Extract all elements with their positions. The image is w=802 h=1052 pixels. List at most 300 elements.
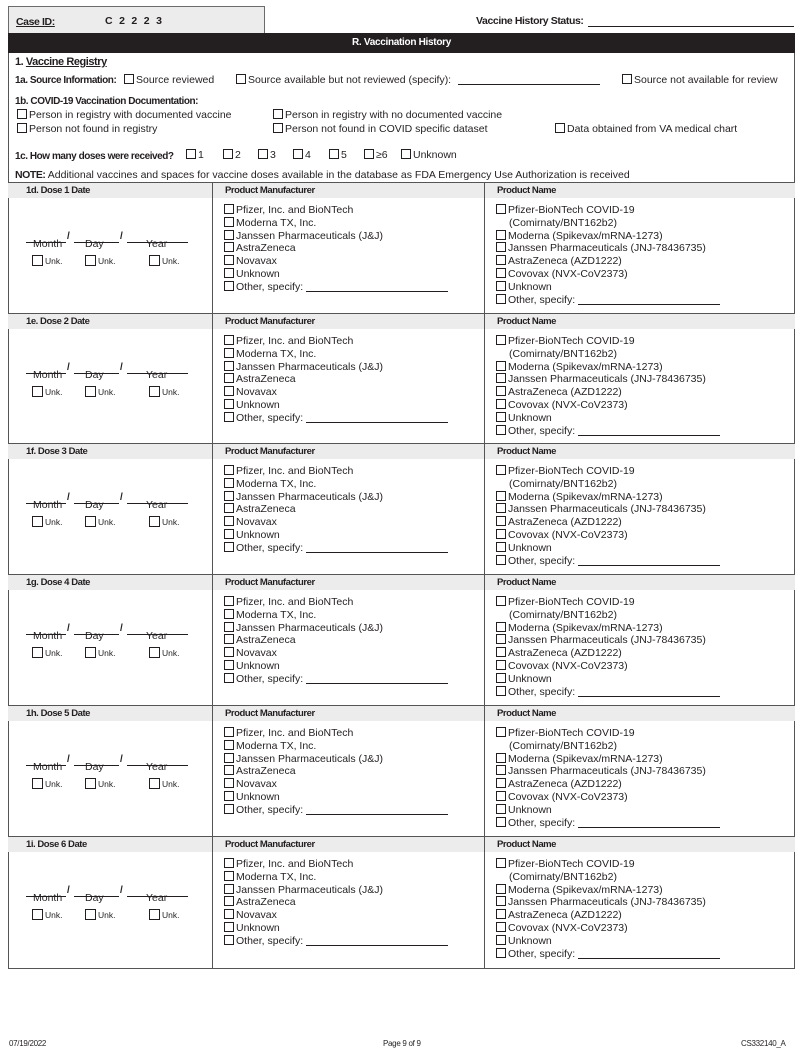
product-option[interactable]: Covovax (NVX-CoV2373)	[496, 791, 720, 804]
product-checkbox[interactable]	[496, 491, 506, 501]
product-other-field[interactable]	[578, 696, 720, 697]
month-label: Month	[33, 630, 63, 642]
product-checkbox[interactable]	[496, 529, 506, 539]
product-checkbox[interactable]	[496, 242, 506, 252]
doses-3-checkbox[interactable]	[258, 149, 268, 159]
product-option-continuation: (Comirnaty/BNT162b2)	[509, 347, 617, 360]
product-option[interactable]: Janssen Pharmaceuticals (JNJ-78436735)	[496, 242, 720, 255]
product-checkbox[interactable]	[496, 778, 506, 788]
manufacturer-option[interactable]: Pfizer, Inc. and BioNTech	[224, 727, 448, 740]
manufacturer-checkbox[interactable]	[224, 596, 234, 606]
year-unknown-option[interactable]: Unk.	[149, 778, 179, 789]
manufacturer-option[interactable]: Other, specify:	[224, 804, 448, 817]
product-option[interactable]: Janssen Pharmaceuticals (JNJ-78436735)	[496, 765, 720, 778]
product-option[interactable]: Unknown	[496, 412, 720, 425]
manufacturer-checkbox[interactable]	[224, 268, 234, 278]
manufacturer-option[interactable]: Unknown	[224, 660, 448, 673]
manufacturer-checkbox[interactable]	[224, 727, 234, 737]
manufacturer-option[interactable]: Other, specify:	[224, 412, 448, 425]
doses-option-2[interactable]: 2	[223, 149, 241, 161]
manufacturer-checkbox[interactable]	[224, 765, 234, 775]
product-checkbox[interactable]	[496, 727, 506, 737]
product-checkbox[interactable]	[496, 935, 506, 945]
manufacturer-option[interactable]: Novavax	[224, 255, 448, 268]
month-unknown-checkbox[interactable]	[32, 516, 43, 527]
product-checkbox[interactable]	[496, 465, 506, 475]
source-available-checkbox[interactable]	[236, 74, 246, 84]
product-checkbox[interactable]	[496, 412, 506, 422]
manufacturer-option[interactable]: Novavax	[224, 516, 448, 529]
column-divider	[484, 837, 485, 969]
dose-row	[8, 705, 795, 836]
product-checkbox[interactable]	[496, 281, 506, 291]
product-checkbox[interactable]	[496, 542, 506, 552]
product-option-continuation: (Comirnaty/BNT162b2)	[509, 477, 617, 490]
product-checkbox[interactable]	[496, 948, 506, 958]
doc-registry-no-vaccine-checkbox[interactable]	[273, 109, 283, 119]
product-option[interactable]: AstraZeneca (AZD1222)	[496, 778, 720, 791]
product-checkbox[interactable]	[496, 660, 506, 670]
manufacturer-checkbox[interactable]	[224, 753, 234, 763]
manufacturer-checkbox[interactable]	[224, 361, 234, 371]
product-option[interactable]: Janssen Pharmaceuticals (JNJ-78436735)	[496, 503, 720, 516]
product-option[interactable]: Unknown	[496, 542, 720, 555]
product-option[interactable]: Covovax (NVX-CoV2373)	[496, 529, 720, 542]
month-unknown-checkbox[interactable]	[32, 647, 43, 658]
manufacturer-option[interactable]: AstraZeneca	[224, 242, 448, 255]
product-checkbox[interactable]	[496, 622, 506, 632]
manufacturer-checkbox[interactable]	[224, 909, 234, 919]
date-separator: /	[67, 885, 70, 896]
product-option[interactable]: Moderna (Spikevax/mRNA-1273)	[496, 361, 720, 374]
year-unknown-option[interactable]: Unk.	[149, 255, 179, 266]
product-other-field[interactable]	[578, 435, 720, 436]
manufacturer-option[interactable]: Janssen Pharmaceuticals (J&J)	[224, 622, 448, 635]
registry-note	[15, 169, 630, 181]
manufacturer-option[interactable]: AstraZeneca	[224, 373, 448, 386]
year-unknown-checkbox[interactable]	[149, 778, 160, 789]
day-label: Day	[85, 630, 104, 642]
doses-option-3[interactable]: 3	[258, 149, 276, 161]
product-option[interactable]: Covovax (NVX-CoV2373)	[496, 268, 720, 281]
manufacturer-checkbox[interactable]	[224, 884, 234, 894]
case-id-value[interactable]: C2223	[105, 15, 169, 27]
manufacturer-checkbox[interactable]	[224, 622, 234, 632]
day-label: Day	[85, 499, 104, 511]
day-label: Day	[85, 761, 104, 773]
column-divider	[484, 575, 485, 706]
manufacturer-option[interactable]: Other, specify:	[224, 673, 448, 686]
manufacturer-option[interactable]: Moderna TX, Inc.	[224, 609, 448, 622]
date-separator: /	[120, 885, 123, 896]
column-divider	[212, 575, 213, 706]
manufacturer-other-field[interactable]	[306, 422, 448, 423]
manufacturer-header: Product Manufacturer	[225, 316, 315, 327]
manufacturer-checkbox[interactable]	[224, 242, 234, 252]
product-option-continuation: (Comirnaty/BNT162b2)	[509, 870, 617, 883]
manufacturer-checkbox[interactable]	[224, 373, 234, 383]
day-unknown-option[interactable]: Unk.	[85, 386, 115, 397]
doses-4-checkbox[interactable]	[293, 149, 303, 159]
product-option[interactable]: Pfizer-BioNTech COVID-19	[496, 858, 720, 871]
manufacturer-checkbox[interactable]	[224, 516, 234, 526]
manufacturer-checkbox[interactable]	[224, 412, 234, 422]
manufacturer-option[interactable]: Moderna TX, Inc.	[224, 217, 448, 230]
product-option[interactable]: AstraZeneca (AZD1222)	[496, 647, 720, 660]
doc-va-medical-chart-checkbox[interactable]	[555, 123, 565, 133]
manufacturer-checkbox[interactable]	[224, 858, 234, 868]
manufacturer-checkbox[interactable]	[224, 673, 234, 683]
year-unknown-checkbox[interactable]	[149, 647, 160, 658]
manufacturer-header: Product Manufacturer	[225, 577, 315, 588]
month-unknown-option[interactable]: Unk.	[32, 778, 62, 789]
manufacturer-option[interactable]: Unknown	[224, 399, 448, 412]
month-unknown-checkbox[interactable]	[32, 255, 43, 266]
product-option-continuation: (Comirnaty/BNT162b2)	[509, 739, 617, 752]
doses-option-4[interactable]: 4	[293, 149, 311, 161]
product-checkbox[interactable]	[496, 503, 506, 513]
manufacturer-checkbox[interactable]	[224, 255, 234, 265]
month-unknown-checkbox[interactable]	[32, 909, 43, 920]
manufacturer-list	[224, 335, 448, 425]
product-option[interactable]: Pfizer-BioNTech COVID-19	[496, 727, 720, 740]
product-checkbox[interactable]	[496, 896, 506, 906]
product-option[interactable]: Other, specify:	[496, 294, 720, 307]
year-unknown-checkbox[interactable]	[149, 909, 160, 920]
product-option[interactable]: Other, specify:	[496, 686, 720, 699]
product-option[interactable]: Other, specify:	[496, 555, 720, 568]
case-id-box	[8, 6, 265, 34]
product-checkbox[interactable]	[496, 255, 506, 265]
product-option[interactable]: Other, specify:	[496, 425, 720, 438]
year-unknown-checkbox[interactable]	[149, 255, 160, 266]
manufacturer-option[interactable]: Unknown	[224, 268, 448, 281]
product-option[interactable]: Pfizer-BioNTech COVID-19	[496, 596, 720, 609]
month-unknown-option[interactable]: Unk.	[32, 255, 62, 266]
product-checkbox[interactable]	[496, 425, 506, 435]
month-unknown-checkbox[interactable]	[32, 778, 43, 789]
product-other-field[interactable]	[578, 827, 720, 828]
product-checkbox[interactable]	[496, 294, 506, 304]
doses-option-5[interactable]: 5	[329, 149, 347, 161]
manufacturer-option[interactable]: Janssen Pharmaceuticals (J&J)	[224, 230, 448, 243]
manufacturer-option[interactable]: Janssen Pharmaceuticals (J&J)	[224, 361, 448, 374]
doc-not-in-registry-checkbox[interactable]	[17, 123, 27, 133]
product-checkbox[interactable]	[496, 753, 506, 763]
manufacturer-checkbox[interactable]	[224, 503, 234, 513]
manufacturer-option[interactable]: Novavax	[224, 386, 448, 399]
year-unknown-option[interactable]: Unk.	[149, 386, 179, 397]
date-separator: /	[67, 754, 70, 765]
dose-date-label: 1h. Dose 5 Date	[26, 708, 90, 719]
manufacturer-checkbox[interactable]	[224, 348, 234, 358]
product-option[interactable]: AstraZeneca (AZD1222)	[496, 255, 720, 268]
manufacturer-option[interactable]: AstraZeneca	[224, 765, 448, 778]
product-checkbox[interactable]	[496, 516, 506, 526]
product-checkbox[interactable]	[496, 673, 506, 683]
manufacturer-checkbox[interactable]	[224, 335, 234, 345]
product-option[interactable]: Janssen Pharmaceuticals (JNJ-78436735)	[496, 634, 720, 647]
product-checkbox[interactable]	[496, 361, 506, 371]
column-divider	[212, 183, 213, 314]
day-label: Day	[85, 369, 104, 381]
source-reviewed-option[interactable]: Source reviewed	[124, 74, 214, 86]
manufacturer-checkbox[interactable]	[224, 230, 234, 240]
day-unknown-option[interactable]: Unk.	[85, 516, 115, 527]
doses-5-checkbox[interactable]	[329, 149, 339, 159]
product-checkbox[interactable]	[496, 817, 506, 827]
manufacturer-option[interactable]: Novavax	[224, 647, 448, 660]
manufacturer-other-field[interactable]	[306, 552, 448, 553]
year-unknown-checkbox[interactable]	[149, 516, 160, 527]
product-name-list	[496, 858, 720, 960]
manufacturer-option[interactable]: Other, specify:	[224, 542, 448, 555]
day-unknown-option[interactable]: Unk.	[85, 778, 115, 789]
manufacturer-checkbox[interactable]	[224, 778, 234, 788]
day-unknown-checkbox[interactable]	[85, 778, 96, 789]
product-option[interactable]: Unknown	[496, 673, 720, 686]
doc-registry-documented-checkbox[interactable]	[17, 109, 27, 119]
manufacturer-option[interactable]: Moderna TX, Inc.	[224, 871, 448, 884]
doc-not-in-covid-dataset-checkbox[interactable]	[273, 123, 283, 133]
doses-option-1[interactable]: 1	[186, 149, 204, 161]
manufacturer-list	[224, 204, 448, 294]
dose-date-label: 1e. Dose 2 Date	[26, 316, 90, 327]
product-checkbox[interactable]	[496, 922, 506, 932]
manufacturer-option[interactable]: Other, specify:	[224, 281, 448, 294]
product-option-continuation: (Comirnaty/BNT162b2)	[509, 216, 617, 229]
product-option[interactable]: Moderna (Spikevax/mRNA-1273)	[496, 622, 720, 635]
product-checkbox[interactable]	[496, 596, 506, 606]
product-option[interactable]: Covovax (NVX-CoV2373)	[496, 922, 720, 935]
day-label: Day	[85, 892, 104, 904]
product-option[interactable]: AstraZeneca (AZD1222)	[496, 516, 720, 529]
month-unknown-option[interactable]: Unk.	[32, 516, 62, 527]
manufacturer-checkbox[interactable]	[224, 465, 234, 475]
product-option[interactable]: Unknown	[496, 804, 720, 817]
manufacturer-checkbox[interactable]	[224, 871, 234, 881]
manufacturer-option[interactable]: Pfizer, Inc. and BioNTech	[224, 335, 448, 348]
section-title: R. Vaccination History	[8, 33, 795, 53]
manufacturer-other-field[interactable]	[306, 291, 448, 292]
manufacturer-option[interactable]: AstraZeneca	[224, 634, 448, 647]
source-available-option[interactable]: Source available but not reviewed (specify):	[236, 74, 600, 86]
product-option[interactable]: Moderna (Spikevax/mRNA-1273)	[496, 753, 720, 766]
product-name-list	[496, 335, 720, 437]
doses-unknown-checkbox[interactable]	[401, 149, 411, 159]
source-not-available-option[interactable]: Source not available for review	[622, 74, 778, 86]
product-option[interactable]: Janssen Pharmaceuticals (JNJ-78436735)	[496, 373, 720, 386]
manufacturer-option[interactable]: Other, specify:	[224, 935, 448, 948]
month-unknown-option[interactable]: Unk.	[32, 386, 62, 397]
day-unknown-option[interactable]: Unk.	[85, 647, 115, 658]
manufacturer-checkbox[interactable]	[224, 647, 234, 657]
product-option[interactable]: Pfizer-BioNTech COVID-19	[496, 465, 720, 478]
doses-option-unknown[interactable]: Unknown	[401, 149, 457, 161]
product-checkbox[interactable]	[496, 791, 506, 801]
manufacturer-option[interactable]: Pfizer, Inc. and BioNTech	[224, 596, 448, 609]
dose-row-header	[8, 314, 795, 329]
manufacturer-header: Product Manufacturer	[225, 446, 315, 457]
day-unknown-checkbox[interactable]	[85, 909, 96, 920]
product-option[interactable]: Unknown	[496, 935, 720, 948]
manufacturer-checkbox[interactable]	[224, 804, 234, 814]
year-unknown-option[interactable]: Unk.	[149, 909, 179, 920]
doc-option-registry-documented[interactable]: Person in registry with documented vaccine	[17, 109, 232, 121]
manufacturer-checkbox[interactable]	[224, 491, 234, 501]
product-option[interactable]: Moderna (Spikevax/mRNA-1273)	[496, 230, 720, 243]
doses-2-checkbox[interactable]	[223, 149, 233, 159]
manufacturer-option[interactable]: Janssen Pharmaceuticals (J&J)	[224, 753, 448, 766]
product-name-list	[496, 727, 720, 829]
product-other-field[interactable]	[578, 565, 720, 566]
doses-1-checkbox[interactable]	[186, 149, 196, 159]
product-checkbox[interactable]	[496, 555, 506, 565]
manufacturer-checkbox[interactable]	[224, 634, 234, 644]
year-unknown-checkbox[interactable]	[149, 386, 160, 397]
manufacturer-option[interactable]: Novavax	[224, 909, 448, 922]
doses-6-plus-checkbox[interactable]	[364, 149, 374, 159]
product-checkbox[interactable]	[496, 765, 506, 775]
manufacturer-checkbox[interactable]	[224, 609, 234, 619]
product-checkbox[interactable]	[496, 686, 506, 696]
manufacturer-option[interactable]: Unknown	[224, 791, 448, 804]
manufacturer-option[interactable]: Pfizer, Inc. and BioNTech	[224, 858, 448, 871]
registry-title-text: Vaccine Registry	[25, 56, 107, 68]
manufacturer-checkbox[interactable]	[224, 478, 234, 488]
manufacturer-other-field[interactable]	[306, 683, 448, 684]
source-reviewed-checkbox[interactable]	[124, 74, 134, 84]
dose-date-label: 1f. Dose 3 Date	[26, 446, 88, 457]
manufacturer-option[interactable]: Pfizer, Inc. and BioNTech	[224, 465, 448, 478]
column-divider	[212, 706, 213, 837]
month-unknown-option[interactable]: Unk.	[32, 647, 62, 658]
registry-title-number: 1.	[15, 56, 24, 68]
day-unknown-option[interactable]: Unk.	[85, 255, 115, 266]
year-unknown-option[interactable]: Unk.	[149, 516, 179, 527]
product-checkbox[interactable]	[496, 858, 506, 868]
manufacturer-checkbox[interactable]	[224, 922, 234, 932]
product-option[interactable]: Covovax (NVX-CoV2373)	[496, 399, 720, 412]
manufacturer-checkbox[interactable]	[224, 529, 234, 539]
product-option[interactable]: Moderna (Spikevax/mRNA-1273)	[496, 884, 720, 897]
product-checkbox[interactable]	[496, 268, 506, 278]
manufacturer-other-field[interactable]	[306, 814, 448, 815]
product-checkbox[interactable]	[496, 909, 506, 919]
dose-date-label: 1i. Dose 6 Date	[26, 839, 87, 850]
manufacturer-option[interactable]: Janssen Pharmaceuticals (J&J)	[224, 884, 448, 897]
year-unknown-option[interactable]: Unk.	[149, 647, 179, 658]
doc-option-not-in-registry[interactable]: Person not found in registry	[17, 123, 157, 135]
doses-option-6-plus[interactable]: ≥6	[364, 149, 388, 161]
documentation-label: 1b. COVID-19 Vaccination Documentation:	[15, 96, 199, 107]
dose-row-header	[8, 444, 795, 459]
day-unknown-checkbox[interactable]	[85, 647, 96, 658]
note-label: NOTE:	[15, 169, 46, 181]
manufacturer-option[interactable]: Novavax	[224, 778, 448, 791]
day-unknown-checkbox[interactable]	[85, 516, 96, 527]
doc-option-not-in-covid-dataset[interactable]: Person not found in COVID specific dataset	[273, 123, 488, 135]
product-checkbox[interactable]	[496, 335, 506, 345]
manufacturer-checkbox[interactable]	[224, 386, 234, 396]
manufacturer-option[interactable]: Moderna TX, Inc.	[224, 478, 448, 491]
manufacturer-option[interactable]: Unknown	[224, 529, 448, 542]
source-specify-field[interactable]	[458, 84, 600, 85]
doc-option-registry-no-vaccine[interactable]: Person in registry with no documented vaccine	[273, 109, 502, 121]
product-option[interactable]: Moderna (Spikevax/mRNA-1273)	[496, 491, 720, 504]
manufacturer-checkbox[interactable]	[224, 399, 234, 409]
product-checkbox[interactable]	[496, 634, 506, 644]
product-checkbox[interactable]	[496, 884, 506, 894]
month-unknown-option[interactable]: Unk.	[32, 909, 62, 920]
product-option[interactable]: Janssen Pharmaceuticals (JNJ-78436735)	[496, 896, 720, 909]
manufacturer-option[interactable]: AstraZeneca	[224, 503, 448, 516]
manufacturer-checkbox[interactable]	[224, 217, 234, 227]
product-option[interactable]: Covovax (NVX-CoV2373)	[496, 660, 720, 673]
doc-option-va-medical-chart[interactable]: Data obtained from VA medical chart	[555, 123, 737, 135]
manufacturer-option[interactable]: Janssen Pharmaceuticals (J&J)	[224, 491, 448, 504]
manufacturer-checkbox[interactable]	[224, 896, 234, 906]
product-option[interactable]: AstraZeneca (AZD1222)	[496, 386, 720, 399]
manufacturer-checkbox[interactable]	[224, 204, 234, 214]
manufacturer-option[interactable]: Pfizer, Inc. and BioNTech	[224, 204, 448, 217]
product-option[interactable]: Pfizer-BioNTech COVID-19	[496, 204, 720, 217]
product-checkbox[interactable]	[496, 386, 506, 396]
product-other-field[interactable]	[578, 958, 720, 959]
manufacturer-option[interactable]: Moderna TX, Inc.	[224, 348, 448, 361]
manufacturer-checkbox[interactable]	[224, 281, 234, 291]
dose-date-label: 1g. Dose 4 Date	[26, 577, 90, 588]
manufacturer-checkbox[interactable]	[224, 740, 234, 750]
date-separator: /	[120, 231, 123, 242]
year-label: Year	[146, 630, 168, 642]
product-option[interactable]: Pfizer-BioNTech COVID-19	[496, 335, 720, 348]
source-not-available-checkbox[interactable]	[622, 74, 632, 84]
product-other-field[interactable]	[578, 304, 720, 305]
product-option[interactable]: Other, specify:	[496, 948, 720, 961]
day-unknown-option[interactable]: Unk.	[85, 909, 115, 920]
product-checkbox[interactable]	[496, 647, 506, 657]
date-separator: /	[120, 623, 123, 634]
day-unknown-checkbox[interactable]	[85, 255, 96, 266]
month-unknown-checkbox[interactable]	[32, 386, 43, 397]
column-divider	[484, 706, 485, 837]
date-separator: /	[120, 362, 123, 373]
year-label: Year	[146, 238, 168, 250]
day-unknown-checkbox[interactable]	[85, 386, 96, 397]
manufacturer-checkbox[interactable]	[224, 935, 234, 945]
product-checkbox[interactable]	[496, 399, 506, 409]
manufacturer-checkbox[interactable]	[224, 542, 234, 552]
manufacturer-checkbox[interactable]	[224, 660, 234, 670]
product-option[interactable]: Other, specify:	[496, 817, 720, 830]
manufacturer-other-field[interactable]	[306, 945, 448, 946]
vaccine-history-status-field[interactable]	[588, 26, 794, 27]
manufacturer-option[interactable]: Moderna TX, Inc.	[224, 740, 448, 753]
product-checkbox[interactable]	[496, 373, 506, 383]
dose-row	[8, 443, 795, 574]
product-option[interactable]: AstraZeneca (AZD1222)	[496, 909, 720, 922]
manufacturer-option[interactable]: Unknown	[224, 922, 448, 935]
case-id-label: Case ID:	[16, 16, 55, 28]
manufacturer-checkbox[interactable]	[224, 791, 234, 801]
product-option[interactable]: Unknown	[496, 281, 720, 294]
product-checkbox[interactable]	[496, 230, 506, 240]
column-divider	[212, 314, 213, 444]
product-checkbox[interactable]	[496, 204, 506, 214]
product-checkbox[interactable]	[496, 804, 506, 814]
manufacturer-option[interactable]: AstraZeneca	[224, 896, 448, 909]
